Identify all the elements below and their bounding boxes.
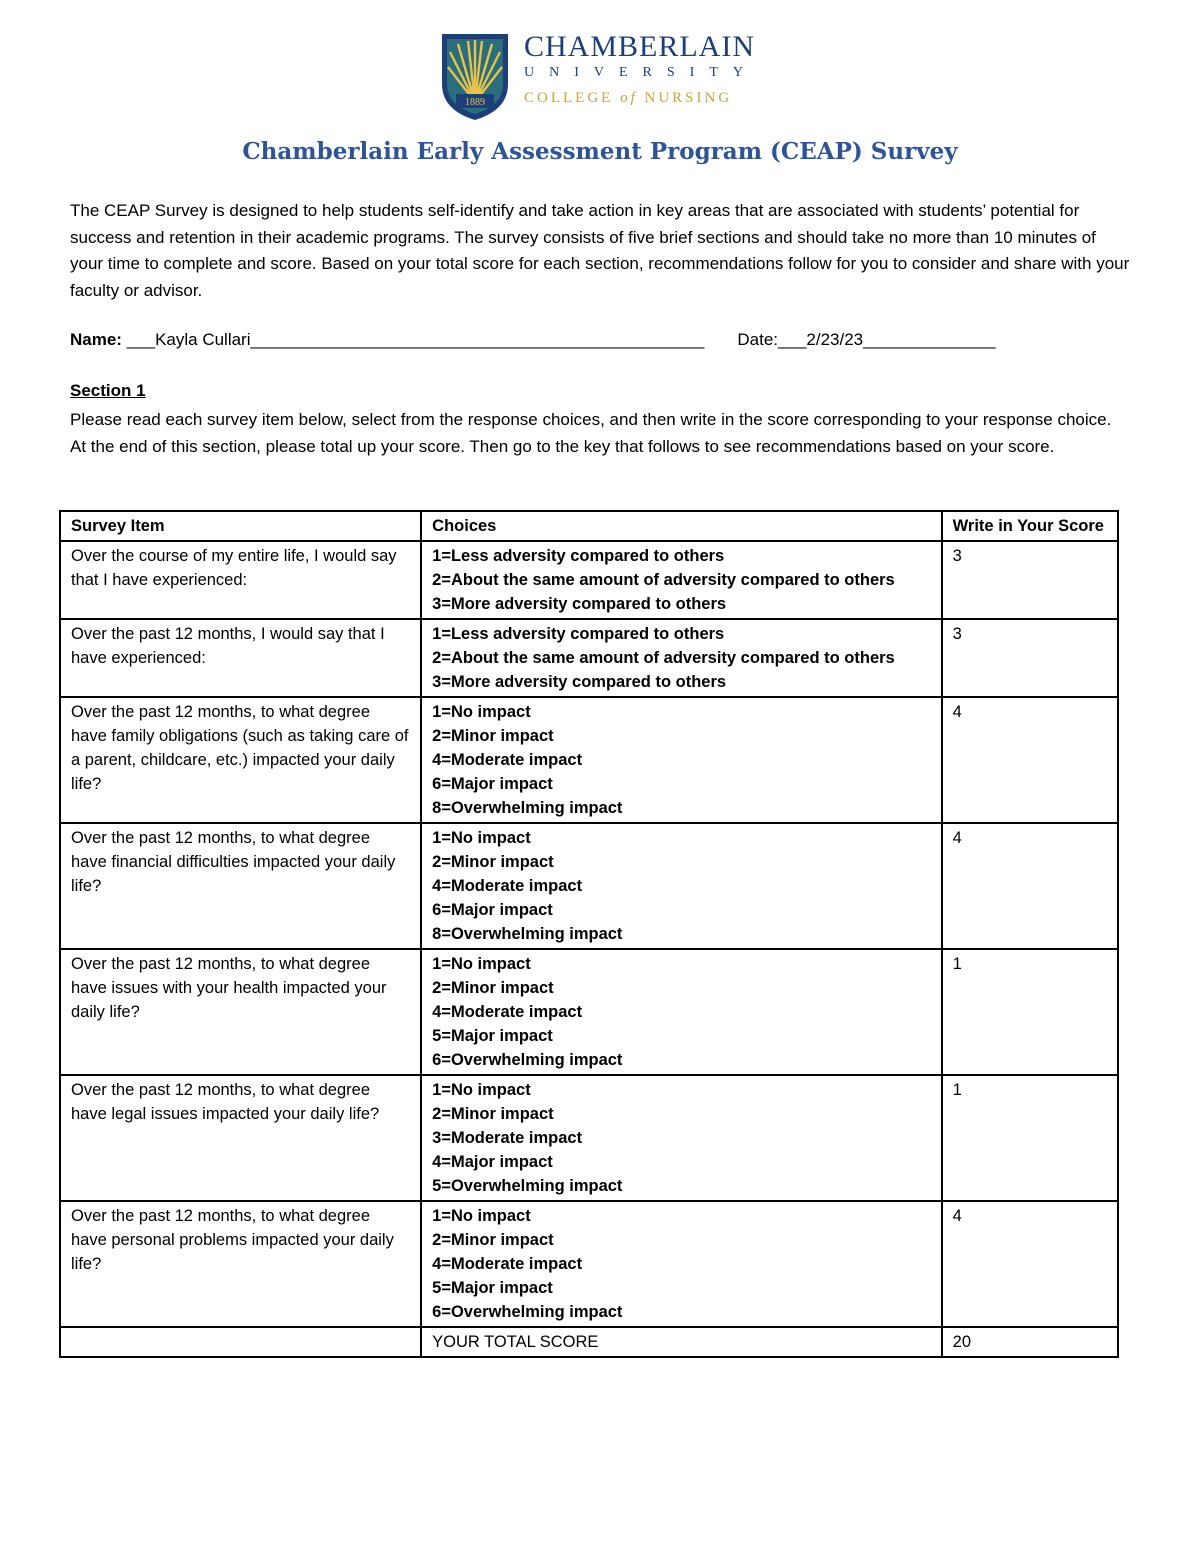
choice-option: 1=Less adversity compared to others [432,625,725,643]
choices-cell [421,1075,942,1201]
choice-option: 1=No impact [432,955,531,973]
choice-option: 3=More adversity compared to others [432,673,727,691]
choice-option: 3=More adversity compared to others [432,595,727,613]
survey-item: Over the past 12 months, to what degree have family obligations (such as taking care of a parent, childcare, etc.) impacted your daily life? [60,697,421,823]
table-row [60,823,1118,949]
svg-text:1889: 1889 [465,97,485,108]
survey-item: Over the past 12 months, I would say that I have experienced: [60,619,421,697]
choices-cell [421,541,942,619]
score-field[interactable]: 1 [942,949,1118,1075]
section-heading: Section 1 [70,381,146,400]
score-field[interactable]: 3 [942,541,1118,619]
choice-option: 1=No impact [432,829,531,847]
choice-option: 2=Minor impact [432,727,554,745]
logo-university: UNIVERSITY [524,65,758,80]
score-field[interactable]: 4 [942,697,1118,823]
score-field[interactable]: 4 [942,823,1118,949]
score-field[interactable]: 3 [942,619,1118,697]
section-instructions: Please read each survey item below, select from the response choices, and then write in the score corresponding to your response choice. At the end of this section, please total up your score. Then go to the key that follows to see recommendations based on your score. [70,410,1112,456]
name-label: Name: [70,330,122,349]
choice-option: 1=No impact [432,1081,531,1099]
choices-cell [421,619,942,697]
choice-option: 6=Major impact [432,901,553,919]
survey-item: Over the past 12 months, to what degree have issues with your health impacted your daily life? [60,949,421,1075]
choice-option: 5=Major impact [432,1279,553,1297]
total-score-field[interactable]: 20 [942,1327,1118,1357]
header-choices: Choices [421,511,942,541]
choice-option: 4=Moderate impact [432,877,583,895]
choice-option: 8=Overwhelming impact [432,799,623,817]
intro-paragraph: The CEAP Survey is designed to help students self-identify and take action in key areas that are associated with students’ potential for success and retention in their academic programs. The survey consists of five brief sections and should take no more than 10 minutes of your time to complete and score. Based on your total score for each section, recommendations follow for you to consider and share with your faculty or advisor. [70,201,1130,300]
choice-option: 4=Moderate impact [432,751,583,769]
choices-cell [421,697,942,823]
choice-option: 4=Moderate impact [432,1003,583,1021]
choice-option: 2=Minor impact [432,853,554,871]
table-row [60,619,1118,697]
header-score: Write in Your Score [942,511,1118,541]
table-row [60,1201,1118,1327]
logo-college: COLLEGE of NURSING [524,90,733,106]
choice-option: 6=Overwhelming impact [432,1303,623,1321]
table-row [60,697,1118,823]
choice-option: 4=Moderate impact [432,1255,583,1273]
chamberlain-logo [440,32,770,124]
score-field[interactable]: 4 [942,1201,1118,1327]
survey-item: Over the past 12 months, to what degree have personal problems impacted your daily life? [60,1201,421,1327]
survey-table [59,510,1119,1358]
total-empty-cell [60,1327,421,1357]
choice-option: 1=Less adversity compared to others [432,547,725,565]
choice-option: 4=Major impact [432,1153,553,1171]
name-date-line [70,330,995,350]
table-row [60,1075,1118,1201]
choice-option: 2=Minor impact [432,1231,554,1249]
date-field[interactable]: ___2/23/23______________ [778,330,996,349]
choices-cell [421,823,942,949]
choices-cell [421,1201,942,1327]
table-row [60,541,1118,619]
choice-option: 5=Overwhelming impact [432,1177,623,1195]
choice-option: 2=About the same amount of adversity compared to others [432,649,895,667]
choice-option: 1=No impact [432,1207,531,1225]
choice-option: 8=Overwhelming impact [432,925,623,943]
choice-option: 2=Minor impact [432,979,554,997]
score-field[interactable]: 1 [942,1075,1118,1201]
choice-option: 1=No impact [432,703,531,721]
table-row [60,949,1118,1075]
total-label: YOUR TOTAL SCORE [421,1327,942,1357]
choice-option: 2=Minor impact [432,1105,554,1123]
choice-option: 6=Overwhelming impact [432,1051,623,1069]
survey-item: Over the past 12 months, to what degree have financial difficulties impacted your daily life? [60,823,421,949]
survey-item: Over the past 12 months, to what degree have legal issues impacted your daily life? [60,1075,421,1201]
choices-cell [421,949,942,1075]
survey-item: Over the course of my entire life, I would say that I have experienced: [60,541,421,619]
logo-name: CHAMBERLAIN [524,30,756,63]
table-header-row [60,511,1118,541]
university-shield-icon [440,32,510,122]
choice-option: 5=Major impact [432,1027,553,1045]
date-label: Date: [737,330,779,349]
choice-option: 2=About the same amount of adversity compared to others [432,571,895,589]
total-row [60,1327,1118,1357]
choice-option: 6=Major impact [432,775,553,793]
header-survey-item: Survey Item [60,511,421,541]
choice-option: 3=Moderate impact [432,1129,583,1147]
page-title: Chamberlain Early Assessment Program (CEAP) Survey [242,138,958,165]
name-field[interactable]: ___Kayla Cullari________________________________________________ [126,330,705,349]
